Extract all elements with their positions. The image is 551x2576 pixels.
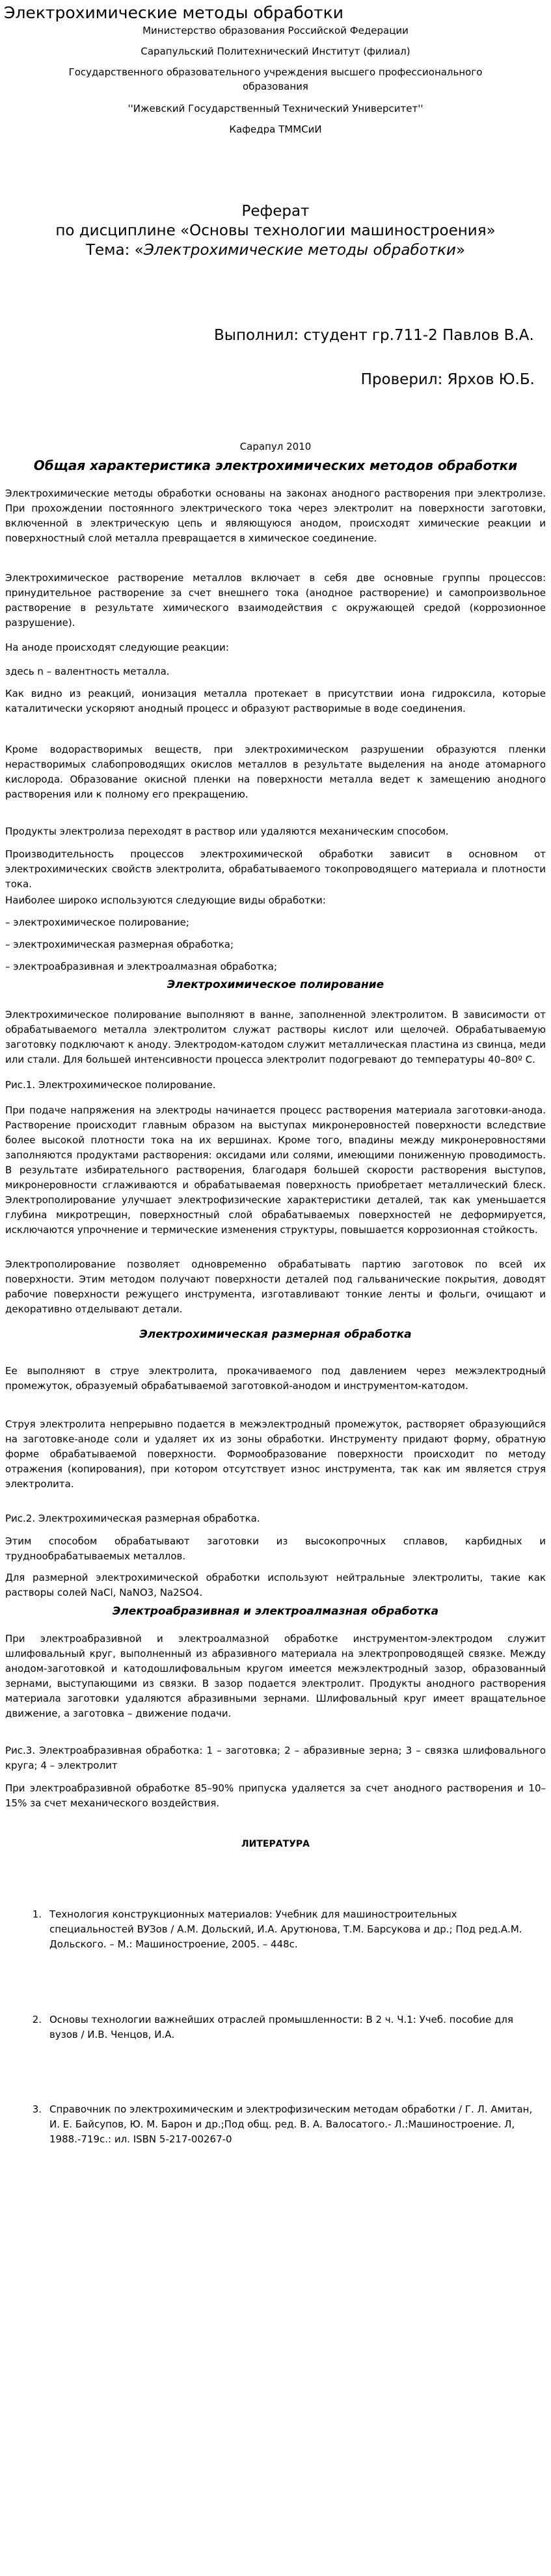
intro-paragraph: Наиболее широко используются следующие виды обработки: xyxy=(5,894,326,906)
figure-caption: Рис.1. Электрохимическое полирование. xyxy=(5,1079,216,1091)
intro-paragraph: Электрохимические методы обработки основаны на законах анодного растворения при электролизе. При прохождении постоянного электрического тока через электролит на поверхности заготовки, включенной в электрическую цепь и являющуюся анодом, происходят химические реакции и поверхностный слой металла превращается в химическое соединение. xyxy=(5,488,546,544)
department-line: Кафедра ТММСиИ xyxy=(229,124,322,135)
intro-paragraph: Продукты электролиза переходят в раствор или удаляются механическим способом. xyxy=(5,826,449,837)
section-paragraph: При подаче напряжения на электроды начинается процесс растворения материала заготовки-анода. Растворение происходит главным образом на выступах микронеровностей поверхности вследствие более высокой плотности тока на их вершинах. Кроме того, впадины между микронеровностями заполняются продуктами растворения: оксидами или солями, имеющими пониженную проводимость. В результате избирательного растворения, благодаря большей скорости растворения выступов, микронеровности сглаживаются и обрабатываемая поверхность приобретает металлический блеск. Электрополирование улучшает электрофизические характеристики деталей, так как уменьшается глубина микротрещин, поверхностный слой обрабатываемых поверхностей не деформируется, исключаются упрочнение и термические изменения структуры, повышается коррозионная стойкость. xyxy=(5,1104,546,1236)
literature-text: Основы технологии важнейших отраслей промышленности: В 2 ч. Ч.1: Учеб. пособие для вузов / И.В. Ченцов, И.А. xyxy=(49,2014,514,2040)
list-item: – электрохимическая размерная обработка; xyxy=(5,939,234,950)
city-year: Сарапул 2010 xyxy=(239,441,312,452)
figure-caption: Рис.3. Электроабразивная обработка: 1 – заготовка; 2 – абразивные зерна; 3 – связка шлифовального круга; 4 – электролит xyxy=(5,1745,546,1771)
literature-number: 2. xyxy=(32,2014,42,2025)
figure-caption: Рис.2. Электрохимическая размерная обработка. xyxy=(5,1513,260,1524)
intro-paragraph: На аноде происходят следующие реакции: xyxy=(5,642,229,653)
checked-by: Проверил: Ярхов Ю.Б. xyxy=(360,371,535,388)
institution-line: Государственного образовательного учреждения высшего профессионального образования xyxy=(68,66,483,92)
topic-label: Тема: « xyxy=(85,242,144,259)
section-heading-dimensional: Электрохимическая размерная обработка xyxy=(139,1328,412,1341)
section-paragraph: Этим способом обрабатывают заготовки из высокопрочных сплавов, карбидных и труднообрабатываемых металлов. xyxy=(5,1535,546,1562)
literature-text: Технология конструкционных материалов: Учебник для машиностроительных специальностей ВУЗов / А.М. Дольский, И.А. Арутюнова, Т.М. Барсукова и др.; Под ред.А.М. Дольского. – М.: Машиностроение, 2005. – 448с. xyxy=(49,1908,522,1950)
section-paragraph: Для размерной электрохимической обработки используют нейтральные электролиты, такие как растворы солей NaCl, NaNO3, Na2SO4. xyxy=(5,1572,546,1598)
ministry-line: Министерство образования Российской Федерации xyxy=(142,25,409,36)
topic-close: » xyxy=(455,242,466,259)
intro-paragraph: здесь n – валентность металла. xyxy=(5,666,170,677)
cover-discipline: по дисциплине «Основы технологии машиностроения» xyxy=(55,222,496,239)
intro-paragraph: Кроме водорастворимых веществ, при электрохимическом разрушении образуются пленки нерастворимых слабопроводящих окислов металлов в результате выделения на аноде атомарного кислорода. Образование окисной пленки на поверхности металла ведет к замещению анодного растворения или к полному его прекращению. xyxy=(5,744,546,800)
literature-heading: ЛИТЕРАТУРА xyxy=(241,1839,310,1849)
list-item: – электроабразивная и электроалмазная обработка; xyxy=(5,961,278,972)
page-title: Электрохимические методы обработки xyxy=(4,3,343,22)
literature-number: 3. xyxy=(32,2103,42,2115)
intro-paragraph: Электрохимическое растворение металлов включает в себя две основные группы процессов: принудительное растворение за счет внешнего тока (анодное растворение) и самопроизвольное растворение в результате химического взаимодействия с окружающей средой (коррозионное разрушение). xyxy=(5,572,546,629)
university-line: ''Ижевский Государственный Технический Университет'' xyxy=(128,103,423,114)
section-paragraph: При электроабразивной обработке 85–90% припуска удаляется за счет анодного растворения и 10–15% за счет механического воздействия. xyxy=(5,1782,546,1809)
section-paragraph: Ее выполняют в струе электролита, прокачиваемого под давлением через межэлектродный промежуток, образуемый обрабатываемой заготовкой-анодом и инструментом-катодом. xyxy=(5,1365,546,1392)
section-paragraph: Струя электролита непрерывно подается в межэлектродный промежуток, растворяет образующийся на заготовке-аноде соли и удаляет их из зоны обработки. Инструменту придают форму, обратную форме обрабатываемой поверхности. Формообразование поверхности происходит по методу отражения (копирования), при котором отсутствует износ инструмента, так как им является струя электролита. xyxy=(5,1418,546,1490)
list-item: – электрохимическое полирование; xyxy=(5,917,189,928)
section-heading-polishing: Электрохимическое полирование xyxy=(167,978,384,991)
intro-paragraph: Как видно из реакций, ионизация металла протекает в присутствии иона гидроксила, которые каталитически ускоряют анодный процесс и образуют растворимые в воде соединения. xyxy=(5,688,546,714)
performed-by: Выполнил: студент гр.711-2 Павлов В.А. xyxy=(214,327,534,344)
literature-text: Справочник по электрохимическим и электрофизическим методам обработки / Г. Л. Амитан, И. Е. Байсупов, Ю. М. Барон и др.;Под общ. ред. В. А. Валосатого.- Л.:Машиностроение. Л, 1988.-719с.: ил. ISBN 5-217-00267-0 xyxy=(49,2103,533,2145)
intro-paragraph: Производительность процессов электрохимической обработки зависит в основном от электрохимических свойств электролита, обрабатываемого токопроводящего материала и плотности тока. xyxy=(5,848,546,890)
section-paragraph: При электроабразивной и электроалмазной обработке инструментом-электродом служит шлифовальный круг, выполненный из абразивного материала на электропроводящей связке. Между анодом-заготовкой и катодошлифовальным кругом имеется межэлектродный зазор, образованный зернами, выступающими из связки. В зазор подается электролит. Продукты анодного растворения материала заготовки удаляются абразивными зернами. Шлифовальный круг имеет вращательное движение, а заготовка – движение подачи. xyxy=(5,1633,546,1719)
institute-line: Сарапульский Политехнический Институт (филиал) xyxy=(141,46,410,57)
section-paragraph: Электрополирование позволяет одновременно обрабатывать партию заготовок по всей их поверхности. Этим методом получают поверхности деталей под гальванические покрытия, доводят рабочие поверхности режущего инструмента, изготавливают тонкие ленты и фольги, очищают и декоративно отделывают детали. xyxy=(5,1258,546,1315)
main-heading: Общая характеристика электрохимических методов обработки xyxy=(33,458,518,473)
literature-number: 1. xyxy=(32,1908,42,1920)
topic-title: Электрохимические методы обработки xyxy=(143,242,456,259)
cover-topic xyxy=(0,241,551,260)
section-paragraph: Электрохимическое полирование выполняют в ванне, заполненной электролитом. В зависимости от обрабатываемого металла электролитом служат растворы кислот или щелочей. Обрабатываемую заготовку подключают к аноду. Электродом-катодом служит металлическая пластина из свинца, меди или стали. Для большей интенсивности процесса электролит подогревают до температуры 40–80º С. xyxy=(5,1009,546,1065)
cover-kind: Реферат xyxy=(241,203,310,220)
section-heading-abrasive: Электроабразивная и электроалмазная обработка xyxy=(112,1605,439,1618)
